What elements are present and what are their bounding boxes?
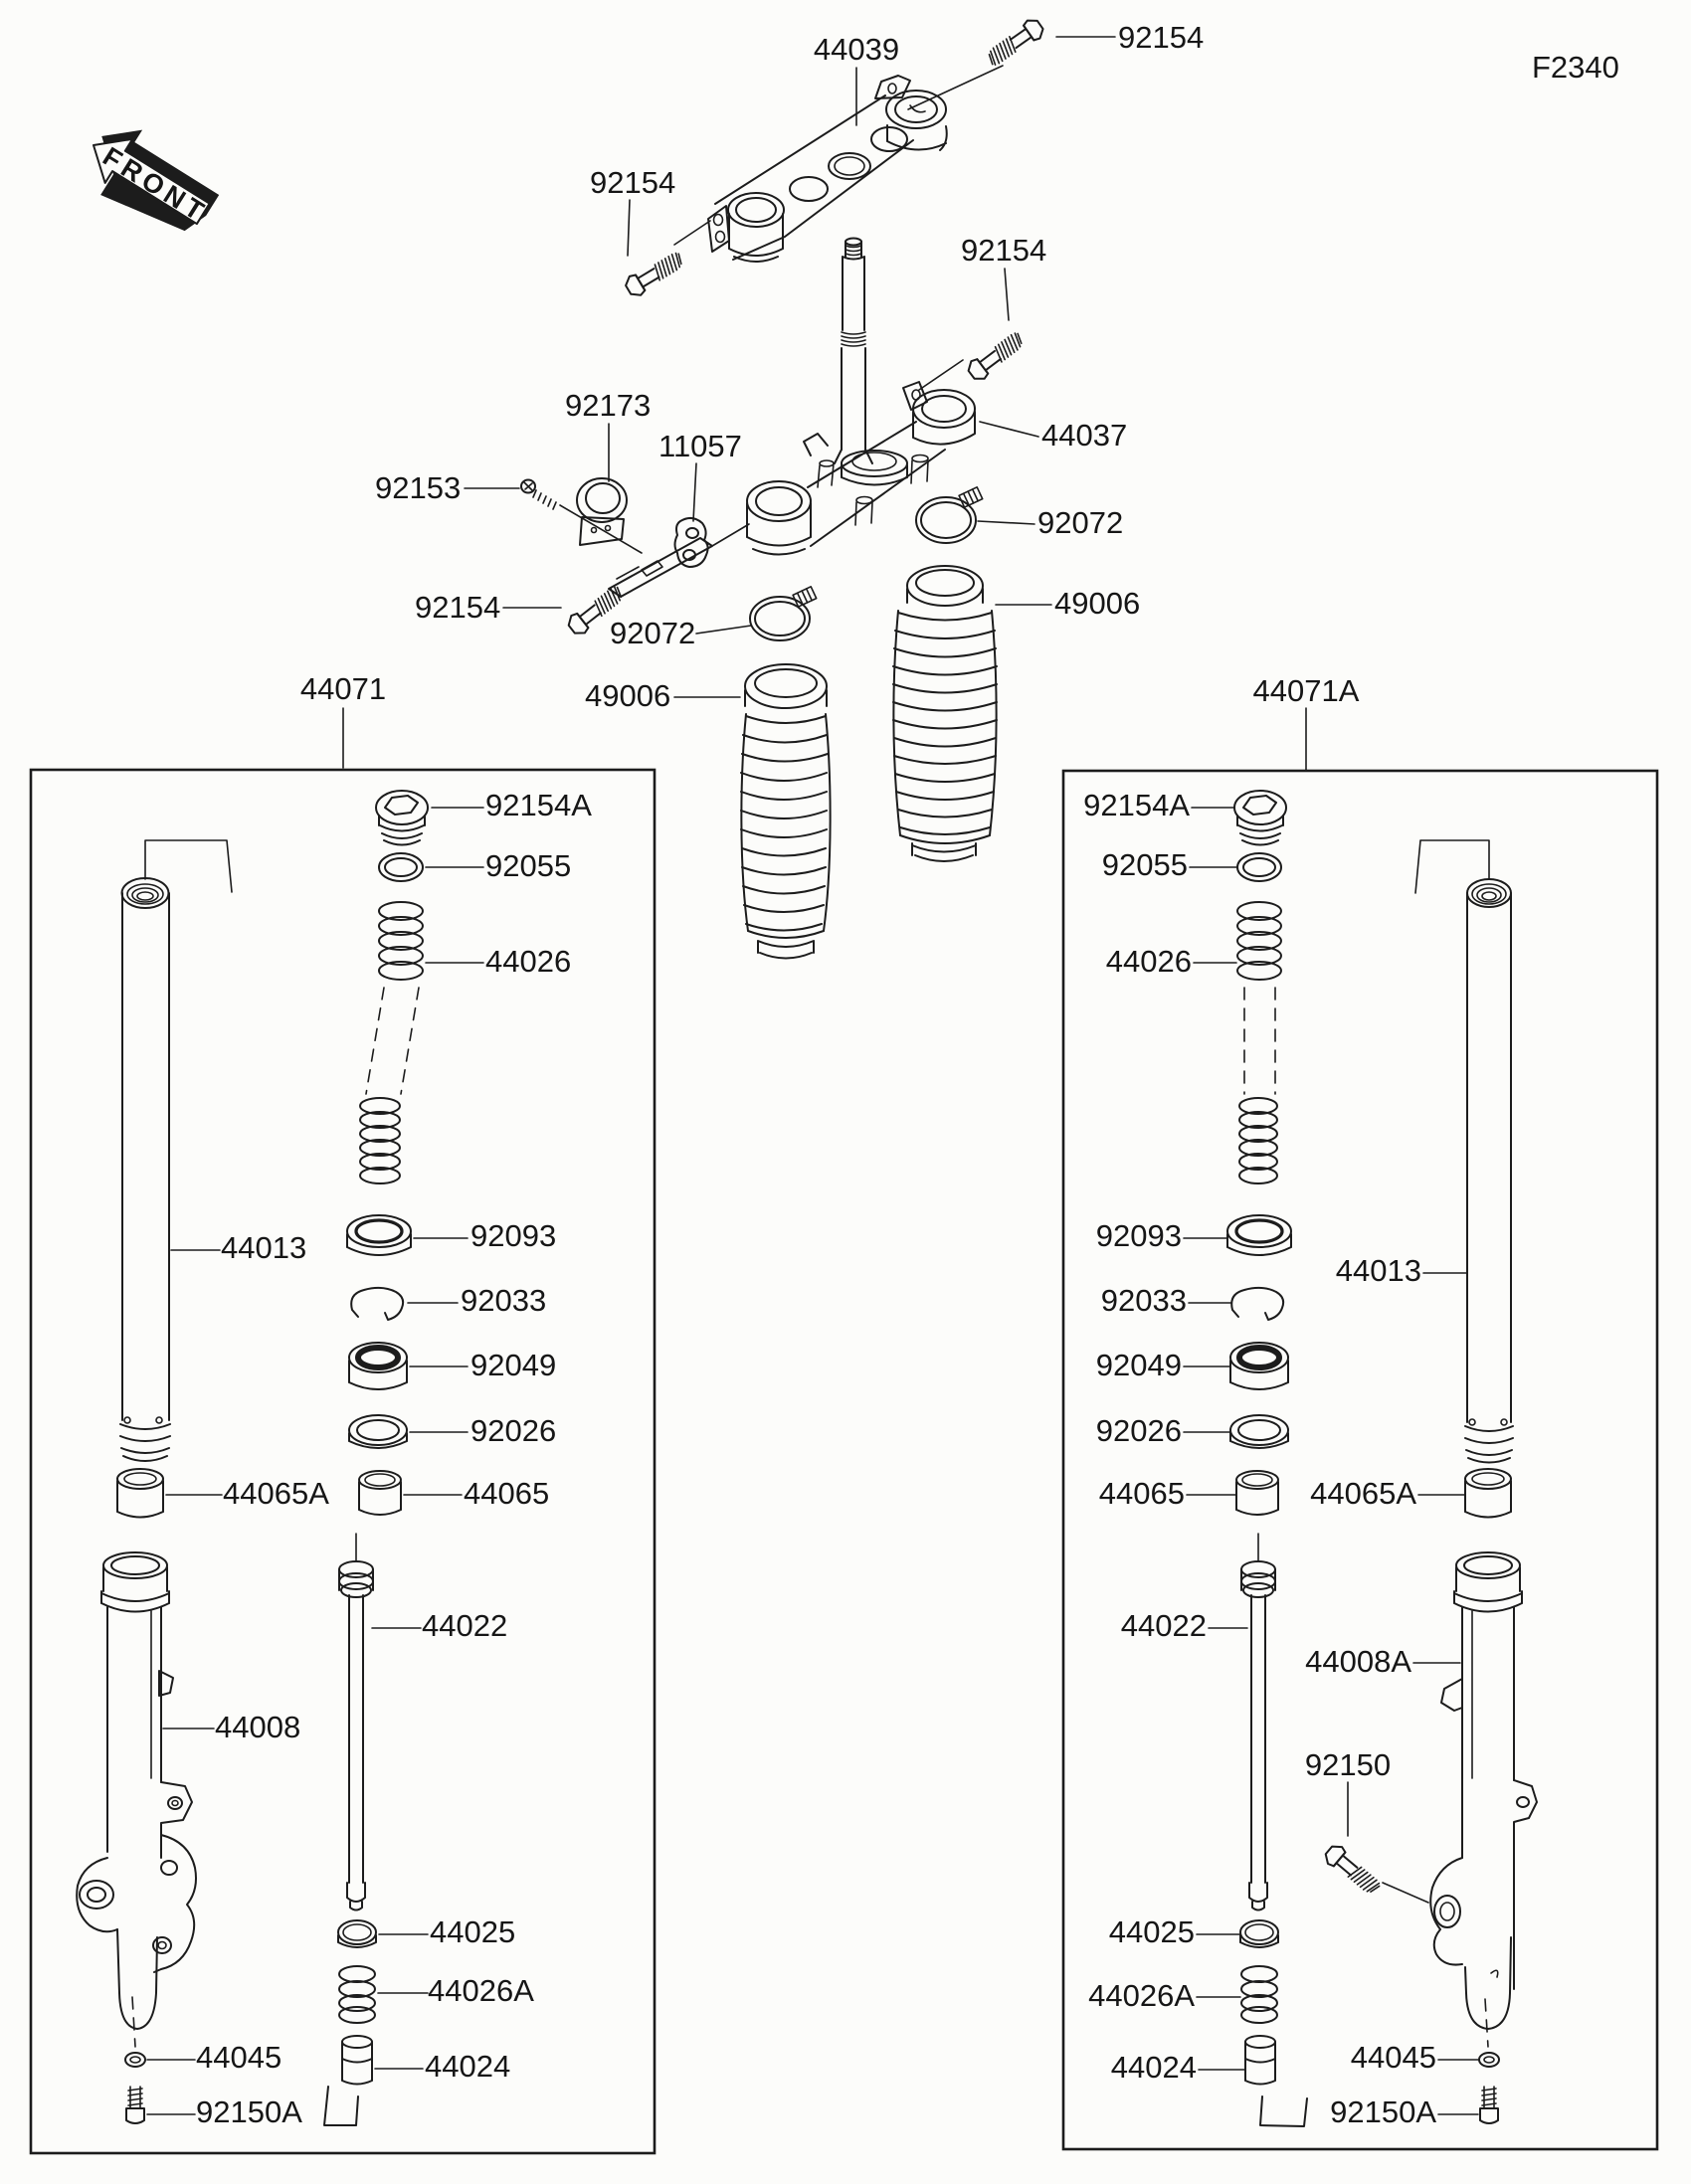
right-main-spring-drawing (1237, 902, 1281, 1183)
part-label-44065-right: 44065 (1098, 1476, 1185, 1511)
part-label-44025-left: 44025 (430, 1914, 516, 1949)
part-label-44026-left: 44026 (485, 944, 572, 979)
right-guide-bushing-drawing (1465, 1469, 1511, 1518)
part-label-44022-left: 44022 (422, 1608, 508, 1643)
part-label-92033-right: 92033 (1100, 1283, 1187, 1318)
part-label-92072-upper: 92072 (1037, 505, 1124, 540)
part-label-44025-right: 44025 (1108, 1914, 1195, 1949)
right-fork-cap-drawing (1234, 791, 1286, 845)
left-box-labels (196, 788, 592, 2129)
part-label-92055-left: 92055 (485, 848, 572, 883)
part-label-92153: 92153 (375, 470, 462, 505)
leader-lines-top (343, 37, 1306, 770)
part-label-44008: 44008 (215, 1710, 301, 1744)
part-label-44039: 44039 (813, 32, 900, 67)
left-outer-tube-drawing (77, 1552, 196, 2047)
left-damper-rod-drawing (339, 1534, 373, 1911)
part-label-44037: 44037 (1041, 418, 1128, 453)
part-label-92154-right: 92154 (961, 233, 1047, 268)
right-oil-seal-drawing (1230, 1343, 1288, 1389)
right-seal-washer-drawing (1230, 1415, 1288, 1448)
left-gasket-drawing (125, 2053, 145, 2067)
part-label-92150: 92150 (1304, 1747, 1392, 1782)
part-label-44026-right: 44026 (1105, 944, 1192, 979)
upper-triple-clamp-drawing (708, 76, 947, 262)
right-inner-tube-drawing (1415, 840, 1513, 1463)
part-label-92026-right: 92026 (1095, 1413, 1182, 1448)
boot-left-drawing (741, 664, 831, 959)
part-label-92093-left: 92093 (470, 1218, 557, 1253)
left-sleeve-bushing-drawing (359, 1471, 401, 1515)
part-label-92033-left: 92033 (461, 1283, 547, 1318)
front-arrow (74, 113, 226, 248)
steering-stem-drawing (835, 239, 907, 485)
left-piston-ring-drawing (338, 1920, 376, 1947)
part-label-92173: 92173 (565, 388, 652, 423)
left-fork-cap-drawing (376, 791, 428, 845)
left-cylinder-base-drawing (342, 2036, 372, 2085)
part-label-49006-left: 49006 (585, 678, 671, 713)
cable-clamp-drawing (577, 478, 627, 545)
top-labels (300, 20, 1360, 713)
part-label-44065-left: 44065 (464, 1476, 550, 1511)
right-gasket-drawing (1479, 2053, 1499, 2067)
part-label-44024-right: 44024 (1110, 2050, 1197, 2085)
part-label-44008A: 44008A (1305, 1644, 1411, 1679)
part-label-44013-right: 44013 (1335, 1253, 1421, 1288)
part-label-92049-right: 92049 (1095, 1348, 1182, 1382)
part-label-92026-left: 92026 (470, 1413, 557, 1448)
left-main-spring-drawing (360, 902, 423, 1183)
left-stopper-ring-drawing (351, 1288, 403, 1320)
part-label-44065A-right: 44065A (1310, 1476, 1416, 1511)
part-label-44024-left: 44024 (425, 2049, 511, 2084)
left-oil-seal-drawing (349, 1343, 407, 1389)
part-label-44026A-right: 44026A (1088, 1978, 1195, 2013)
left-seal-washer-drawing (349, 1415, 407, 1448)
part-label-92154-top: 92154 (1118, 20, 1205, 55)
left-reference-bracket (324, 2087, 358, 2125)
part-label-44022-right: 44022 (1120, 1608, 1207, 1643)
part-label-92093-right: 92093 (1095, 1218, 1182, 1253)
part-label-44045-right: 44045 (1350, 2040, 1436, 2075)
right-reference-bracket (1260, 2096, 1307, 2126)
left-dust-seal-drawing (347, 1215, 411, 1255)
right-stopper-ring-drawing (1231, 1288, 1283, 1320)
part-label-49006-right: 49006 (1054, 586, 1141, 621)
part-label-44071A: 44071A (1252, 673, 1360, 708)
right-piston-ring-drawing (1240, 1920, 1278, 1947)
part-label-92150A-left: 92150A (196, 2094, 302, 2129)
right-outer-tube-drawing (1430, 1552, 1537, 2047)
pinch-bolt-right-drawing (919, 329, 1028, 390)
part-label-92055-right: 92055 (1101, 847, 1188, 882)
part-label-92154-lower: 92154 (415, 590, 501, 625)
right-box-labels (1083, 788, 1436, 2129)
right-damper-rod-drawing (1241, 1534, 1275, 1911)
right-cylinder-base-drawing (1245, 2036, 1275, 2085)
boot-right-drawing (893, 566, 997, 861)
part-label-92072-lower: 92072 (610, 616, 696, 650)
left-rebound-spring-drawing (339, 1966, 375, 2023)
part-label-92150A-right: 92150A (1330, 2094, 1436, 2129)
part-label-92049-left: 92049 (470, 1348, 557, 1382)
part-label-44045-left: 44045 (196, 2040, 282, 2075)
right-sleeve-bushing-drawing (1236, 1471, 1278, 1515)
part-label-11057: 11057 (658, 429, 742, 463)
hose-clamp-lower-drawing (750, 587, 817, 640)
hose-clamp-upper-drawing (916, 487, 983, 543)
left-drain-screw-drawing (126, 2087, 144, 2123)
part-label-92154-left: 92154 (590, 165, 676, 200)
pinch-bolt-left-drawing (623, 221, 710, 299)
part-label-92154A-right: 92154A (1083, 788, 1190, 822)
left-o-ring-drawing (379, 853, 423, 881)
right-o-ring-drawing (1237, 853, 1281, 881)
part-label-44071: 44071 (299, 671, 387, 706)
stem-bolt-top-drawing (908, 16, 1046, 109)
right-rebound-spring-drawing (1241, 1966, 1277, 2023)
left-guide-bushing-drawing (117, 1469, 163, 1518)
part-label-92154A-left: 92154A (485, 788, 592, 822)
right-dust-seal-drawing (1227, 1215, 1291, 1255)
front-arrow-label: FRONT (97, 141, 214, 230)
part-label-44026A-left: 44026A (428, 1973, 534, 2008)
left-inner-tube-drawing (120, 840, 232, 1461)
part-label-44065A-left: 44065A (223, 1476, 329, 1511)
right-axle-clamp-bolt-drawing (1322, 1782, 1428, 1903)
figure-code: F2340 (1532, 50, 1619, 85)
right-drain-screw-drawing (1480, 2087, 1498, 2123)
part-label-44013-left: 44013 (221, 1230, 307, 1265)
